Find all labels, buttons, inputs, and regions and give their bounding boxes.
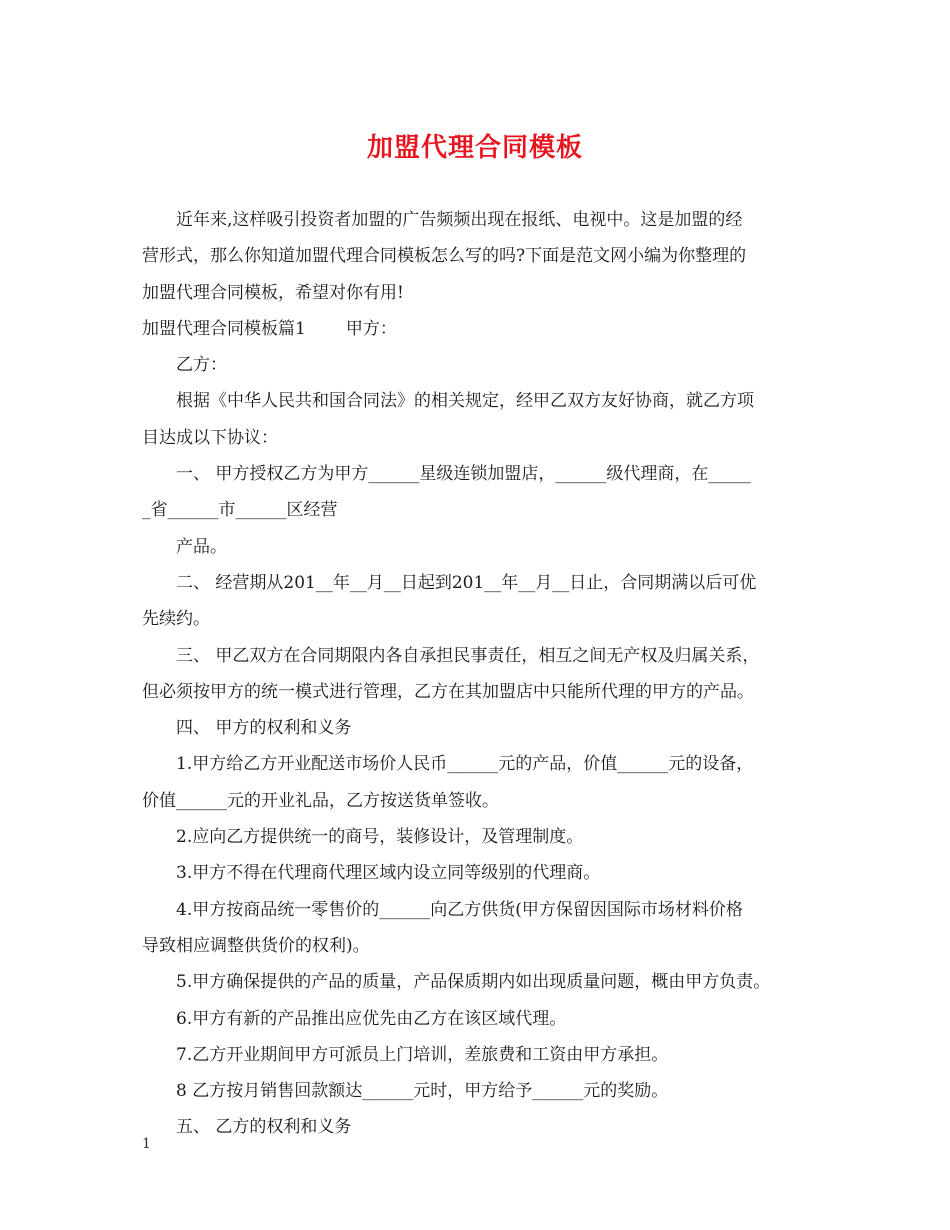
document-body	[142, 202, 814, 1146]
section-heading-line	[142, 311, 814, 347]
clause-5-heading: 五、 乙方的权利和义务	[176, 1117, 352, 1138]
item-1-line: 1.甲方给乙方开业配送市场价人民币______元的产品，价值______元的设备，	[176, 754, 754, 775]
item-4-line: 导致相应调整供货价的权利)。	[142, 935, 370, 956]
clause-1-line: 一、 甲方授权乙方为甲方______星级连锁加盟店，______级代理商，在_____	[176, 464, 751, 485]
party-b-label: 乙方：	[176, 355, 227, 376]
item-3: 3.甲方不得在代理商代理区域内设立同等级别的代理商。	[176, 863, 601, 884]
clause-1-line: _省______市______区经营	[142, 500, 338, 521]
clause-3-line: 但必须按甲方的统一模式进行管理，乙方在其加盟店中只能所代理的甲方的产品。	[142, 681, 754, 702]
clause-2-line: 二、 经营期从201__年__月__日起到201__年__月__日止，合同期满以后可优	[176, 572, 757, 593]
item-1-line: 价值______元的开业礼品，乙方按送货单签收。	[142, 790, 499, 811]
item-2: 2.应向乙方提供统一的商号，装修设计，及管理制度。	[176, 827, 584, 848]
clause-3-line: 三、 甲乙双方在合同期限内各自承担民事责任，相互之间无产权及归属关系，	[176, 645, 760, 666]
item-8: 8 乙方按月销售回款额达______元时，甲方给予______元的奖励。	[176, 1081, 669, 1102]
party-a-label: 甲方：	[345, 318, 397, 339]
clause-4-heading: 四、 甲方的权利和义务	[176, 718, 352, 739]
page-number: 1	[142, 1136, 151, 1152]
intro-line: 营形式，那么你知道加盟代理合同模板怎么写的吗?下面是范文网小编为你整理的	[142, 246, 747, 267]
preamble-line: 根据《中华人民共和国合同法》的相关规定，经甲乙双方友好协商，就乙方项	[176, 391, 754, 412]
clause-1-tail: 产品。	[176, 536, 227, 557]
intro-line: 加盟代理合同模板，希望对你有用!	[142, 282, 404, 303]
clause-2-line: 先续约。	[142, 609, 210, 630]
item-6: 6.甲方有新的产品推出应优先由乙方在该区域代理。	[176, 1008, 567, 1029]
section-heading: 加盟代理合同模板篇1	[142, 318, 306, 339]
intro-line: 近年来,这样吸引投资者加盟的广告频频出现在报纸、电视中。这是加盟的经	[176, 210, 743, 230]
item-7: 7.乙方开业期间甲方可派员上门培训，差旅费和工资由甲方承担。	[176, 1044, 669, 1065]
item-4-line: 4.甲方按商品统一零售价的______向乙方供货(甲方保留因国际市场材料价格	[176, 899, 743, 920]
item-5: 5.甲方确保提供的产品的质量，产品保质期内如出现质量问题，概由甲方负责。	[176, 972, 771, 993]
preamble-line: 目达成以下协议：	[142, 427, 278, 448]
document-title: 加盟代理合同模板	[366, 133, 583, 163]
